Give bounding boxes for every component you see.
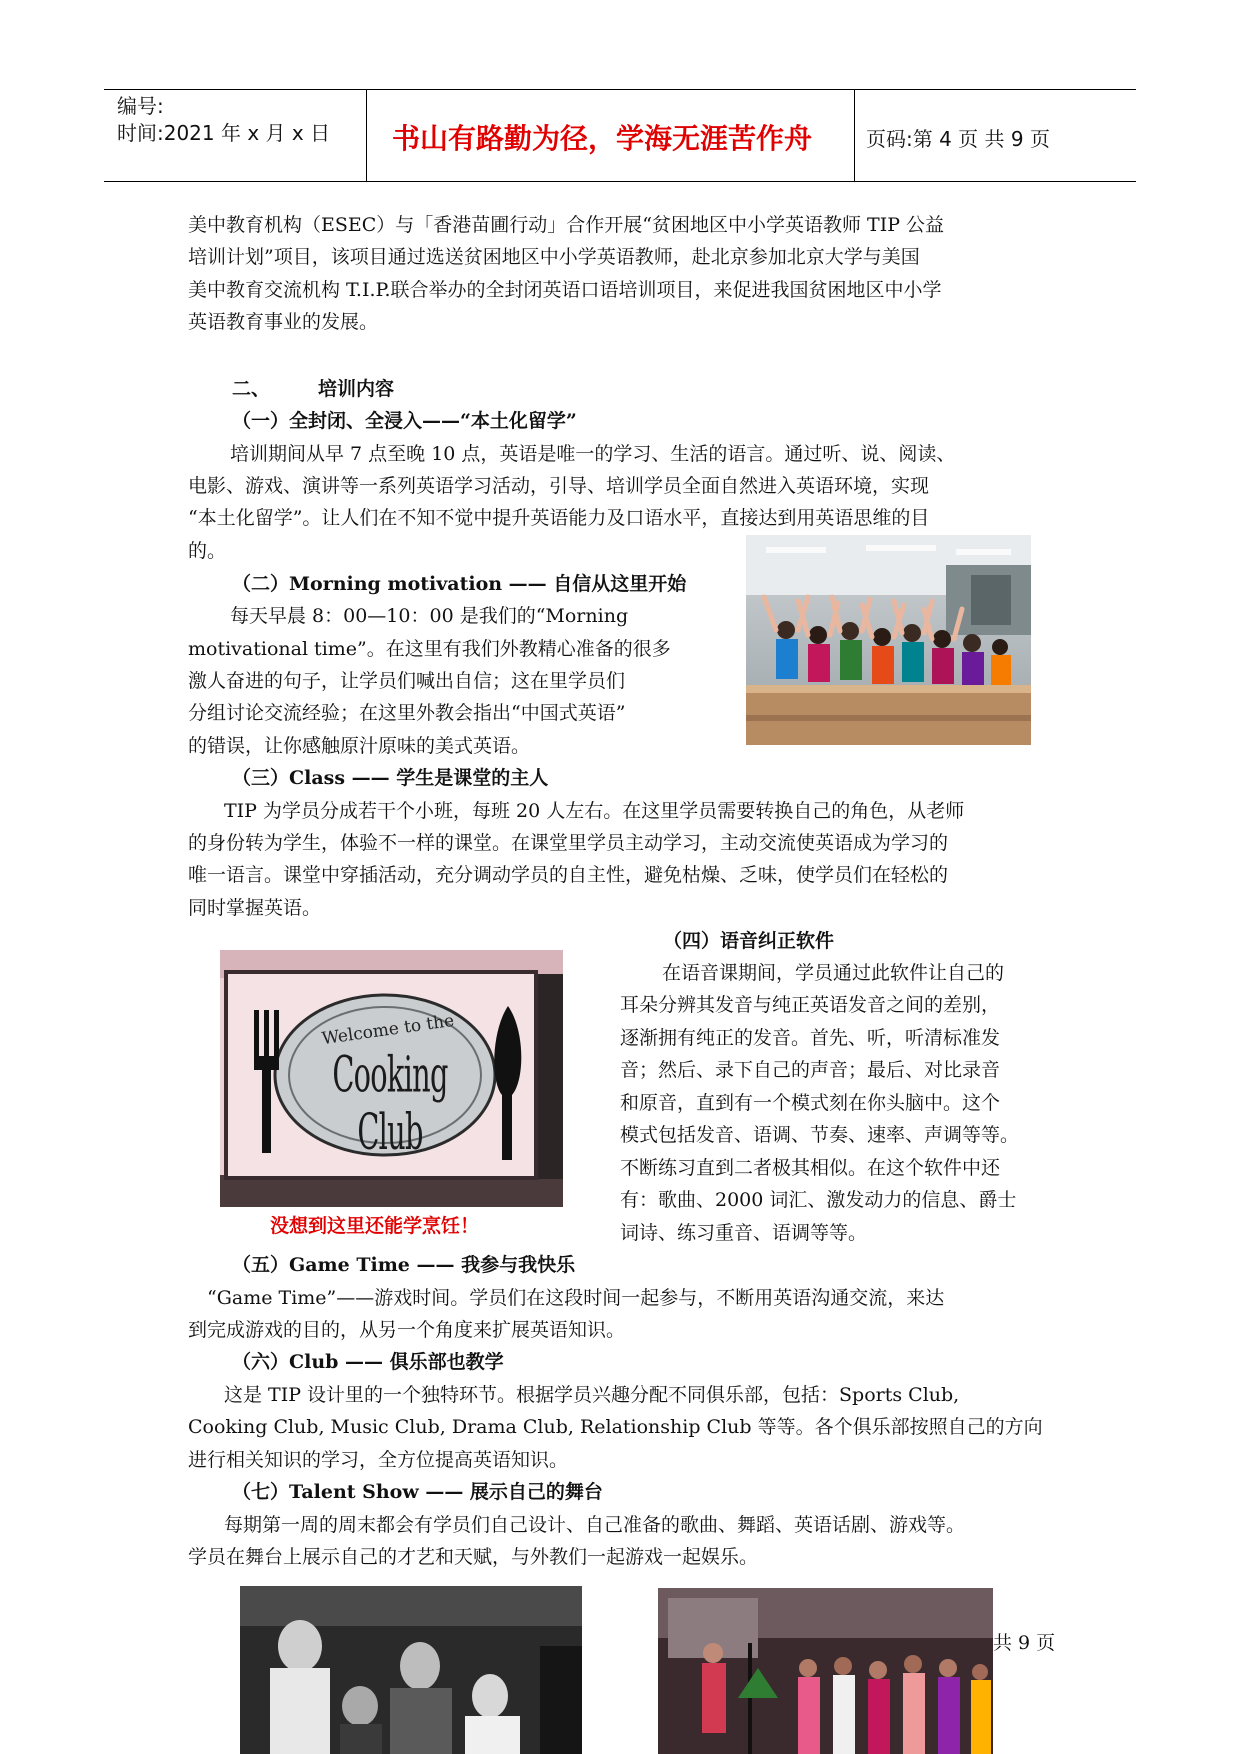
s4-line: 词诗、练习重音、语调等等。 xyxy=(620,1222,868,1244)
intro-line: 美中教育交流机构 T.I.P.联合举办的全封闭英语口语培训项目，来促进我国贫困地区中小学 xyxy=(188,279,942,301)
cooking-club-photo xyxy=(220,950,563,1207)
s3-line: TIP 为学员分成若干个小班，每班 20 人左右。在这里学员需要转换自己的角色，从老师 xyxy=(224,800,965,822)
s4-line: 和原音，直到有一个模式刻在你头脑中。这个 xyxy=(620,1092,1001,1114)
footer-page-total: 共 9 页 xyxy=(993,1632,1056,1654)
subsection-title: （三）Class —— 学生是课堂的主人 xyxy=(232,767,549,789)
s1-line: 的。 xyxy=(188,540,227,562)
header-motto: 书山有路勤为径，学海无涯苦作舟 xyxy=(392,122,813,155)
doc-time-label: 时间:2021 年 x 月 x 日 xyxy=(117,121,331,145)
intro-line: 培训计划”项目，该项目通过选送贫困地区中小学英语教师，赴北京参加北京大学与美国 xyxy=(188,246,920,268)
s2-line: 的错误，让你感触原汁原味的美式英语。 xyxy=(188,735,531,757)
s1-line: “本土化留学”。让人们在不知不觉中提升英语能力及口语水平，直接达到用英语思维的目 xyxy=(188,507,930,529)
header-top-rule xyxy=(104,89,1136,90)
s4-line: 有：歌曲、2000 词汇、激发动力的信息、爵士 xyxy=(620,1189,1017,1211)
section-title: 培训内容 xyxy=(318,378,395,400)
talent-show-photo xyxy=(658,1588,993,1754)
cooking-sign-main-text: Cooking Club xyxy=(332,1046,448,1162)
subsection-title: （二）Morning motivation —— 自信从这里开始 xyxy=(232,573,687,595)
classroom-photo xyxy=(746,535,1031,745)
s7-line: 学员在舞台上展示自己的才艺和天赋，与外教们一起游戏一起娱乐。 xyxy=(188,1546,759,1568)
subsection-title: （一）全封闭、全浸入——“本土化留学” xyxy=(232,410,577,432)
s4-line: 模式包括发音、语调、节奏、速率、声调等等。 xyxy=(620,1124,1020,1146)
s1-line: 培训期间从早 7 点至晚 10 点，英语是唯一的学习、生活的语言。通过听、说、阅读、 xyxy=(230,443,956,465)
header-divider-right xyxy=(854,89,855,181)
s4-line: 在语音课期间，学员通过此软件让自己的 xyxy=(662,962,1005,984)
cooking-photo-caption: 没想到这里还能学烹饪！ xyxy=(270,1215,480,1237)
header-divider-left xyxy=(366,89,367,181)
subsection-title: （七）Talent Show —— 展示自己的舞台 xyxy=(232,1481,603,1503)
s4-line: 不断练习直到二者极其相似。在这个软件中还 xyxy=(620,1157,1001,1179)
s4-line: 耳朵分辨其发音与纯正英语发音之间的差别， xyxy=(620,994,1001,1016)
s5-line: 到完成游戏的目的，从另一个角度来扩展英语知识。 xyxy=(188,1319,626,1341)
s2-line: 分组讨论交流经验；在这里外教会指出“中国式英语” xyxy=(188,702,626,724)
s3-line: 同时掌握英语。 xyxy=(188,897,322,919)
subsection-title: （六）Club —— 俱乐部也教学 xyxy=(232,1351,504,1373)
s6-line: Cooking Club, Music Club, Drama Club, Relationship Club 等等。各个俱乐部按照自己的方向 xyxy=(188,1416,1043,1438)
s4-line: 逐渐拥有纯正的发音。首先、听，听清标准发 xyxy=(620,1027,1001,1049)
intro-line: 英语教育事业的发展。 xyxy=(188,311,379,333)
section-number: 二、 xyxy=(232,378,271,400)
s5-line: “Game Time”——游戏时间。学员们在这段时间一起参与，不断用英语沟通交流，来达 xyxy=(207,1287,945,1309)
s3-line: 唯一语言。课堂中穿插活动，充分调动学员的自主性，避免枯燥、乏味，使学员们在轻松的 xyxy=(188,864,949,886)
intro-line: 美中教育机构（ESEC）与「香港苗圃行动」合作开展“贫困地区中小学英语教师 TIP 公益 xyxy=(188,214,945,236)
game-time-photo xyxy=(240,1586,582,1754)
doc-number-label: 编号: xyxy=(117,94,164,118)
subsection-title: （五）Game Time —— 我参与我快乐 xyxy=(232,1254,576,1276)
s6-line: 这是 TIP 设计里的一个独特环节。根据学员兴趣分配不同俱乐部，包括：Sports Club, xyxy=(224,1384,960,1406)
s2-line: 激人奋进的句子，让学员们喊出自信；这在里学员们 xyxy=(188,670,626,692)
s2-line: 每天早晨 8：00—10：00 是我们的“Morning xyxy=(230,605,629,627)
s4-line: 音；然后、录下自己的声音；最后、对比录音 xyxy=(620,1059,1001,1081)
header-page-number: 页码:第 4 页 共 9 页 xyxy=(866,127,1050,151)
s2-line: motivational time”。在这里有我们外教精心准备的很多 xyxy=(188,638,671,660)
s1-line: 电影、游戏、演讲等一系列英语学习活动，引导、培训学员全面自然进入英语环境，实现 xyxy=(188,475,930,497)
subsection-title: （四）语音纠正软件 xyxy=(663,930,835,952)
s7-line: 每期第一周的周末都会有学员们自己设计、自己准备的歌曲、舞蹈、英语话剧、游戏等。 xyxy=(224,1514,966,1536)
s6-line: 进行相关知识的学习，全方位提高英语知识。 xyxy=(188,1449,569,1471)
header-bottom-rule xyxy=(104,181,1136,182)
cooking-sign-top-text: Welcome to the xyxy=(320,1010,456,1050)
s3-line: 的身份转为学生，体验不一样的课堂。在课堂里学员主动学习，主动交流使英语成为学习的 xyxy=(188,832,949,854)
